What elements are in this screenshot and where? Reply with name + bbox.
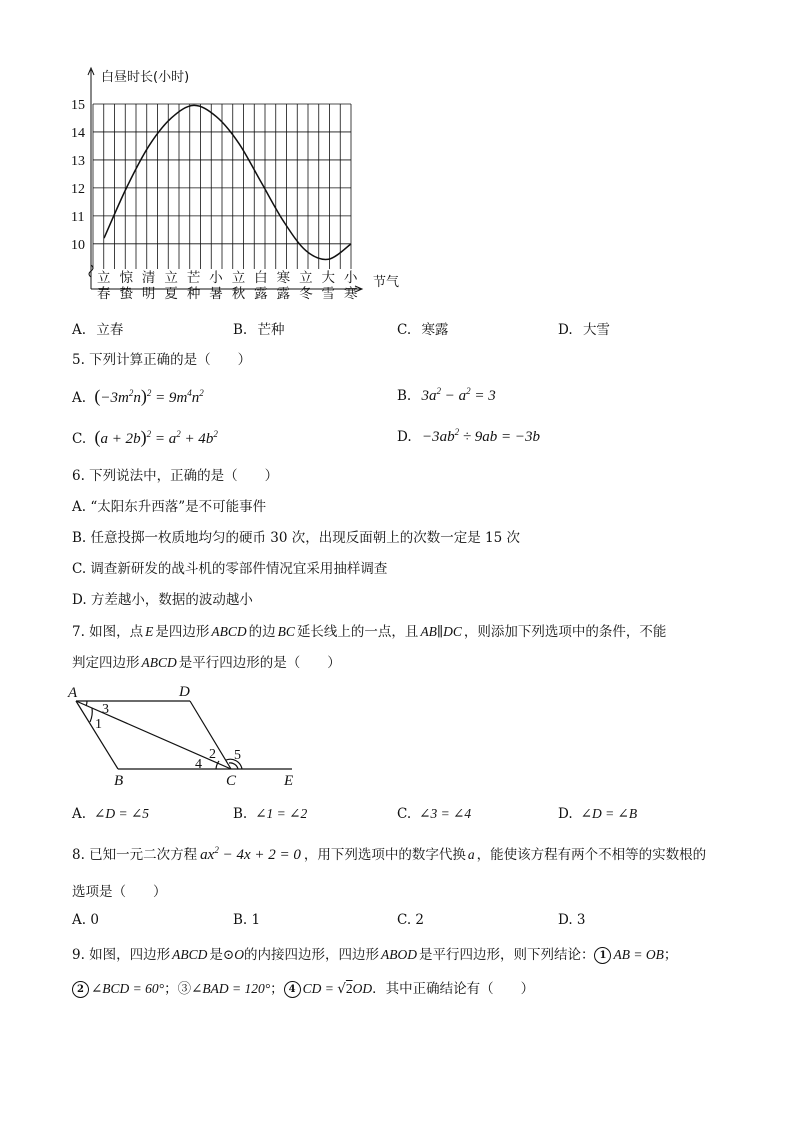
option-text: 芒种	[257, 322, 285, 338]
x-tick-label: 春	[97, 286, 111, 302]
label-e: E	[284, 773, 294, 789]
y-tick-labels	[71, 98, 85, 253]
option-label: A.	[72, 322, 87, 338]
x-tick-label: 种	[186, 286, 201, 302]
x-tick-label: 夏	[164, 286, 178, 302]
y-tick-label: 11	[71, 209, 85, 225]
x-tick-label: 冬	[299, 286, 313, 302]
option-text: 立春	[96, 322, 124, 338]
x-tick-label: 露	[276, 286, 291, 302]
option-math: $(-3m^2n)^2 = 9m^4n^2$	[94, 386, 204, 406]
q6-option-d[interactable]: D. 方差越小，数据的波动越小	[72, 592, 253, 608]
angle-label-2: 2	[209, 747, 216, 762]
option-label: B.	[233, 322, 248, 338]
option-math: $(a + 2b)^2 = a^2 + 4b^2$	[94, 427, 218, 447]
angle-label-3: 3	[102, 702, 109, 717]
option-label: C.	[397, 322, 412, 338]
option-math: $3a^2 - a^2 = 3$	[421, 386, 496, 404]
x-tick-label: 雪	[321, 286, 336, 302]
x-tick-label: 露	[254, 286, 268, 302]
label-c: C	[226, 773, 237, 789]
arc-angle-1	[90, 708, 92, 722]
q8-option-c[interactable]: C. 2	[397, 912, 425, 928]
y-axis-label: 白昼时长(小时)	[101, 70, 190, 85]
option-label: D.	[397, 429, 412, 445]
option-text: 大雪	[582, 322, 610, 338]
q8-option-a[interactable]: A. 0	[72, 912, 99, 928]
q5-option-a[interactable]	[72, 386, 204, 407]
y-tick-label: 15	[71, 97, 85, 113]
x-tick-label: 惊	[119, 270, 133, 286]
arc-angle-3	[86, 701, 87, 706]
label-a: A	[68, 685, 78, 701]
q7-stem-line2: 判定四边形 ABCD 是平行四边形的是（ ）	[72, 655, 341, 671]
q8-stem-line2: 选项是（ ）	[72, 884, 167, 900]
option-label: A.	[72, 390, 87, 406]
q7-option-d[interactable]: D. ∠D = ∠B	[558, 806, 638, 822]
x-tick-label: 大	[321, 270, 336, 286]
x-tick-label: 暑	[209, 286, 223, 302]
option-text: 寒露	[421, 322, 449, 338]
circled-4: 4	[284, 981, 301, 998]
y-tick-label: 14	[71, 125, 85, 141]
x-tick-label: 立	[231, 270, 246, 286]
option-label: C.	[72, 431, 87, 447]
x-tick-label: 芒	[186, 270, 201, 286]
x-tick-label: 寒	[344, 286, 358, 302]
parallelogram-figure	[66, 680, 306, 790]
q8-option-d[interactable]: D. 3	[558, 912, 586, 928]
segment-ac	[76, 701, 231, 769]
q7-option-a[interactable]: A. ∠D = ∠5	[72, 806, 150, 822]
x-tick-label: 寒	[276, 270, 291, 286]
q5-option-d[interactable]	[397, 427, 540, 446]
circled-1: 1	[594, 947, 611, 964]
q4-option-a[interactable]	[72, 318, 123, 338]
label-d: D	[179, 684, 190, 700]
q5-option-b[interactable]	[397, 386, 496, 405]
x-tick-label: 白	[254, 270, 268, 286]
x-axis-label: 节气	[373, 275, 400, 290]
q4-option-c[interactable]	[397, 318, 448, 338]
q9-stem-line2: 2 ∠BCD = 60°；③∠BAD = 120°； 4 CD = √2OD．其中正确结论有（ ）	[72, 977, 534, 998]
q7-stem-line1: 7. 如图，点 E 是四边形 ABCD 的边 BC 延长线上的一点，且 AB∥DC ，则添加下列选项中的条件，不能	[72, 624, 667, 640]
x-tick-label: 立	[97, 270, 111, 286]
x-tick-label: 立	[164, 270, 178, 286]
x-tick-label: 清	[141, 270, 156, 286]
option-label: D.	[558, 322, 573, 338]
q8-option-b[interactable]: B. 1	[233, 912, 261, 928]
y-tick-label: 12	[71, 181, 85, 197]
q5-stem: 5. 下列计算正确的是（ ）	[72, 352, 252, 368]
x-tick-label: 小	[209, 270, 223, 286]
x-tick-label: 立	[299, 270, 313, 286]
x-tick-label: 明	[141, 286, 156, 302]
q8-stem-line1: 8. 已知一元二次方程 $ax^2 - 4x + 2 = 0$ ，用下列选项中的数字代换 a ，能使该方程有两个不相等的实数根的	[72, 845, 707, 863]
q6-option-a[interactable]: A. “太阳东升西落”是不可能事件	[72, 499, 267, 515]
circled-2: 2	[72, 981, 89, 998]
daylight-chart	[68, 64, 413, 304]
y-tick-label: 13	[71, 153, 85, 169]
q4-option-b[interactable]	[233, 318, 285, 338]
option-label: B.	[397, 388, 412, 404]
q4-option-d[interactable]	[558, 318, 610, 338]
q7-option-c[interactable]: C. ∠3 = ∠4	[397, 806, 472, 822]
q8-equation: $ax^2 - 4x + 2 = 0$	[200, 845, 301, 863]
x-tick-label: 小	[344, 270, 358, 286]
x-tick-label: 秋	[231, 286, 246, 302]
chart-grid	[93, 104, 351, 269]
q9-stem-line1: 9. 如图，四边形 ABCD 是⊙O的内接四边形，四边形 ABOD 是平行四边形，则下列结论： 1 AB = OB；	[72, 947, 678, 963]
q6-stem: 6. 下列说法中，正确的是（ ）	[72, 468, 279, 484]
label-b: B	[114, 773, 124, 789]
q5-option-c[interactable]	[72, 427, 218, 448]
x-tick-label: 蛰	[119, 286, 133, 302]
q6-option-b[interactable]: B. 任意投掷一枚质地均匀的硬币 30 次，出现反面朝上的次数一定是 15 次	[72, 530, 521, 546]
x-tick-labels	[97, 269, 358, 302]
daylight-curve	[104, 105, 351, 259]
angle-label-5: 5	[234, 748, 241, 763]
option-math: $-3ab^2 \div 9ab = -3b$	[421, 427, 541, 445]
q7-option-b[interactable]: B. ∠1 = ∠2	[233, 806, 308, 822]
q6-option-c[interactable]: C. 调查新研发的战斗机的零部件情况宜采用抽样调查	[72, 561, 388, 577]
segment-ab	[76, 701, 118, 769]
angle-label-1: 1	[95, 717, 102, 732]
y-tick-label: 10	[71, 237, 85, 253]
angle-label-4: 4	[195, 757, 202, 772]
